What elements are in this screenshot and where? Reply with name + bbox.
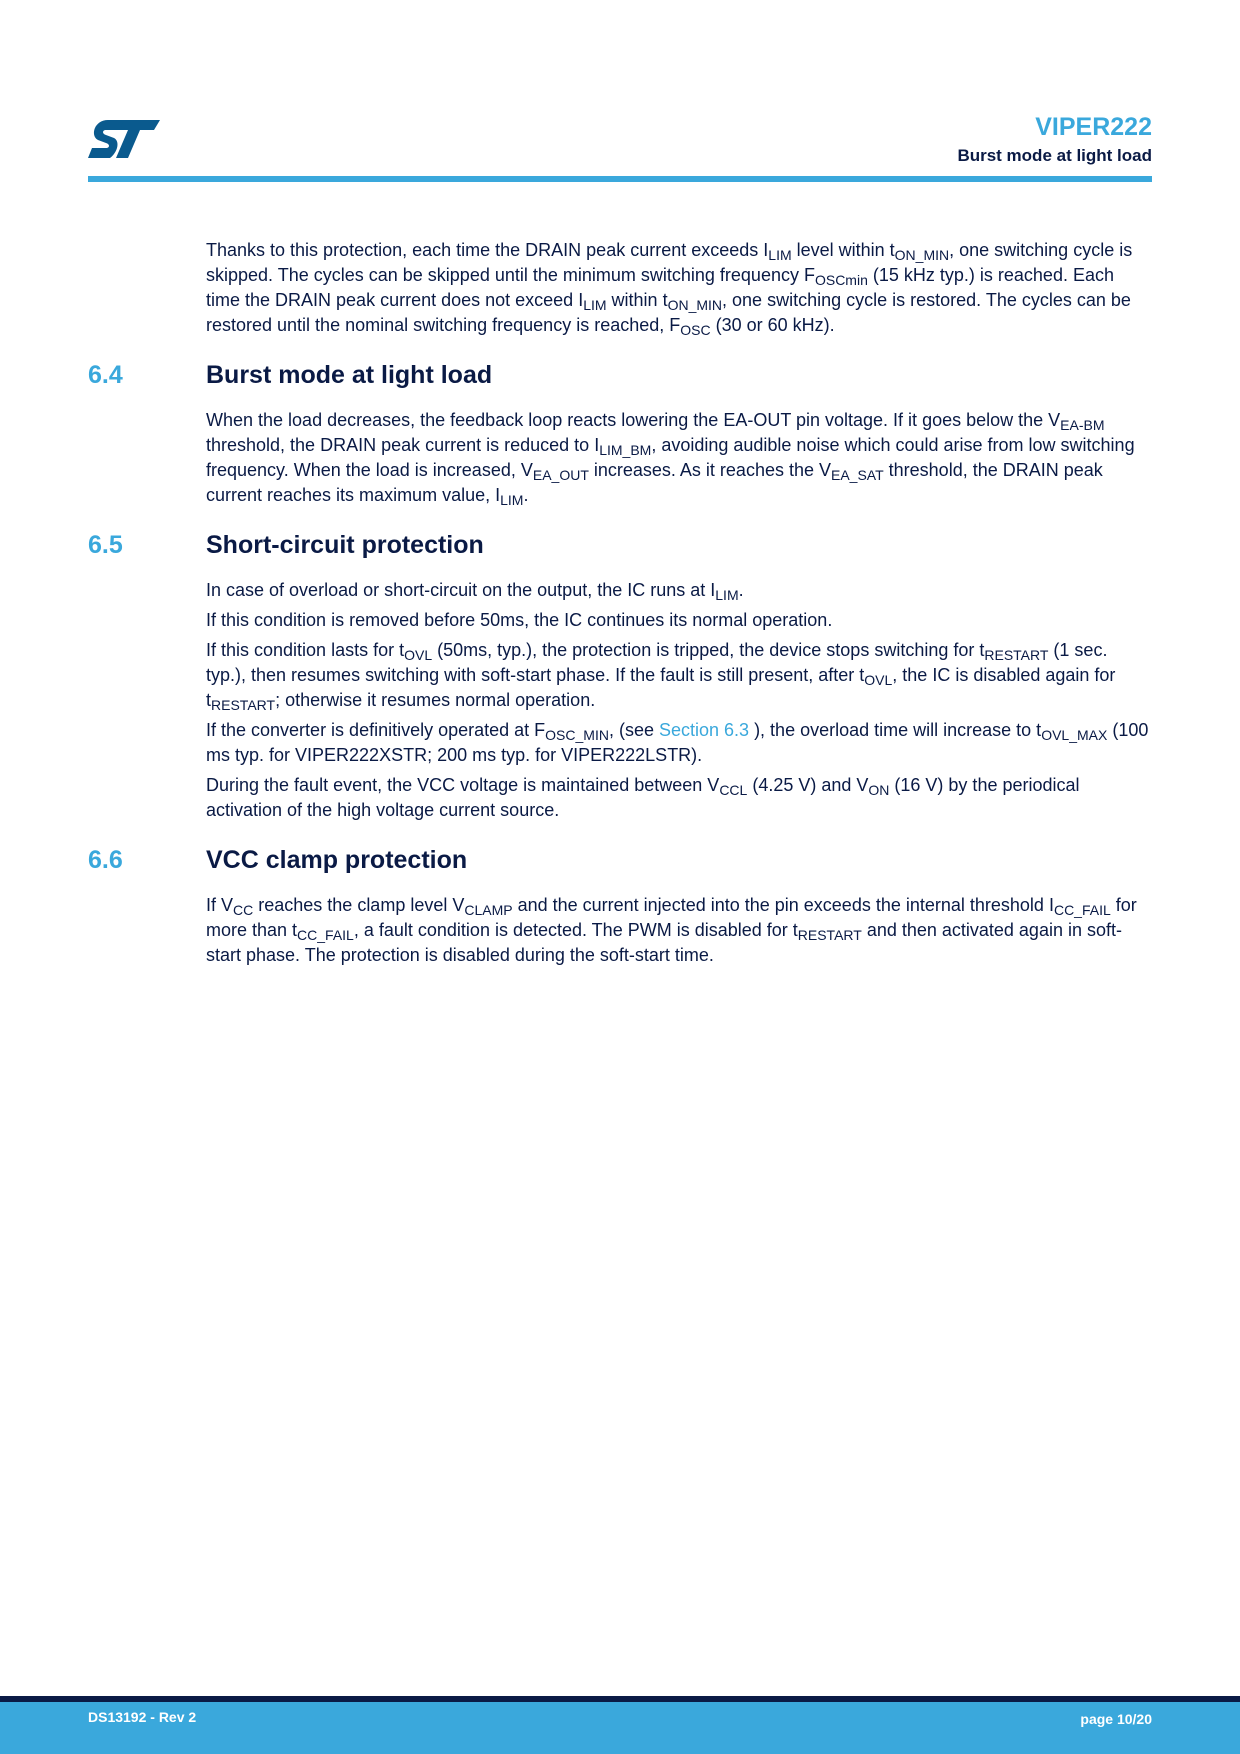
section-6-4-paragraph: When the load decreases, the feedback loop reacts lowering the EA-OUT pin voltage. If it goes below the $V_{EA-BM}$ threshold, the DRAIN peak current is reduced to $I_{LIM\_BM}$, avoiding audible noise which could arise from low switching frequency. When the load is increased, $V_{EA\_OUT}$ increases. As it reaches the $V_{EA\_SAT}$ threshold, the DRAIN peak current reaches its maximum value, $I_{LIM}$. <box>206 410 1135 508</box>
document-title: VIPER222 <box>1035 113 1152 141</box>
section-6-5-paragraph-3: If this condition lasts for $t_{OVL}$ (50ms, typ.), the protection is tripped, the device stops switching for $t_{RESTART}$ (1 sec. typ.), then resumes switching with soft-start phase. If the fault is still present, after $t_{OVL}$, the IC is disabled again for $t_{RESTART}$; otherwise it resumes normal operation. <box>206 640 1116 713</box>
section-number: 6.4 <box>88 361 123 389</box>
intro-paragraph: Thanks to this protection, each time the DRAIN peak current exceeds $I_{LIM}$ level within $t_{ON\_MIN}$, one switching cycle is skipped. The cycles can be skipped until the minimum switching frequency $F_{OSCmin}$ (15 kHz typ.) is reached. Each time the DRAIN peak current does not exceed $I_{LIM}$ within $t_{ON\_MIN}$, one switching cycle is restored. The cycles can be restored until the nominal switching frequency is reached, $F_{OSC}$ (30 or 60 kHz). <box>206 240 1133 338</box>
page-footer <box>0 1702 1240 1754</box>
section-title: Short-circuit protection <box>206 531 484 559</box>
section-6-5-heading <box>0 528 1240 564</box>
running-header-subtitle: Burst mode at light load <box>957 146 1152 165</box>
section-number: 6.6 <box>88 846 123 874</box>
st-logo-icon <box>88 118 160 160</box>
section-6-5-paragraph-1: In case of overload or short-circuit on the output, the IC runs at $I_{LIM}$. <box>206 580 744 603</box>
section-6-6-heading <box>0 843 1240 879</box>
section-6-5-paragraph-5: During the fault event, the VCC voltage is maintained between $V_{CCL}$ (4.25 V) and $V_{ON}$ (16 V) by the periodical activation of the high voltage current source. <box>206 775 1080 820</box>
section-6-3-link[interactable]: Section 6.3 <box>659 720 755 740</box>
section-title: VCC clamp protection <box>206 846 468 874</box>
page-content <box>0 238 1240 973</box>
section-6-5-paragraph-4: If the converter is definitively operated at $F_{OSC\_MIN}$, (see Section 6.3 ), the overload time will increase to $t_{OVL\_MAX}$ (100 ms typ. for VIPER222XSTR; 200 ms typ. for VIPER222LSTR). <box>206 720 1149 765</box>
section-6-5-paragraph-2: If this condition is removed before 50ms, the IC continues its normal operation. <box>206 610 833 630</box>
section-6-6-paragraph: If $V_{CC}$ reaches the clamp level $V_{CLAMP}$ and the current injected into the pin exceeds the internal threshold $I_{CC\_FAIL}$ for more than $t_{CC\_FAIL}$, a fault condition is detected. The PWM is disabled for $t_{RESTART}$ and then activated again in soft-start phase. The protection is disabled during the soft-start time. <box>206 895 1137 965</box>
header-divider <box>88 176 1152 182</box>
page-number: page 10/20 <box>1080 1711 1152 1727</box>
section-6-4-heading <box>0 358 1240 394</box>
document-id: DS13192 - Rev 2 <box>88 1709 197 1725</box>
page-header <box>957 112 1152 166</box>
section-number: 6.5 <box>88 531 123 559</box>
section-title: Burst mode at light load <box>206 361 493 389</box>
